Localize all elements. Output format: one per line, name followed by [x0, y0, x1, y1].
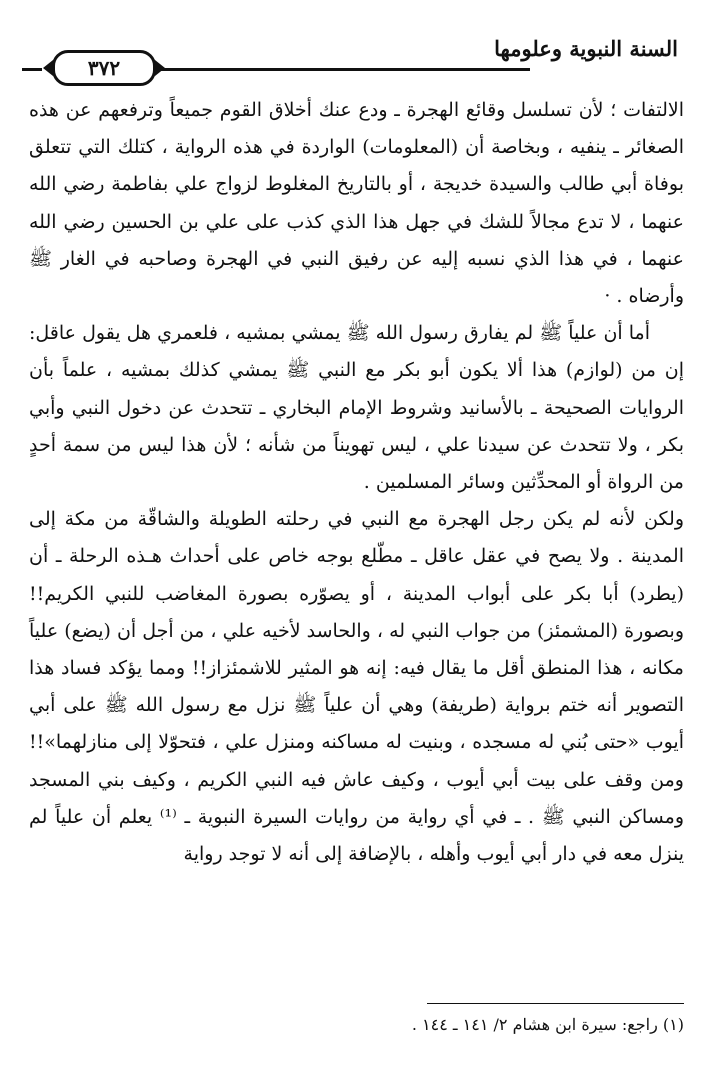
page-number-frame [52, 50, 156, 86]
header-rule-end [22, 68, 42, 71]
main-text [29, 92, 684, 873]
header-rule [160, 68, 530, 71]
footnote: (١) راجع: سيرة ابن هشام ٢/ ١٤١ ـ ١٤٤ . [411, 1015, 684, 1034]
page-header [20, 34, 680, 88]
paragraph: أما أن علياً ﷺ لم يفارق رسول الله ﷺ يمشي بمشيه ، فلعمري هل يقول عاقل: إن من (لوازم) هذا ألا يكون أبو بكر مع النبي ﷺ يمشي كذلك بمشيه ، علماً بأن الروايات الصحيحة ـ بالأسانيد وشروط الإمام البخاري ـ تتحدث عن دخول النبي وأبي بكر ، ولا تتحدث عن سيدنا علي ، ليس تهويناً من شأنه ؛ لأن هذا ليس من سمة أحدٍ من الرواة أو المحدِّثين وسائر المسلمين . [29, 322, 684, 494]
running-title: السنة النبوية وعلومها [494, 36, 678, 61]
paragraph: الالتفات ؛ لأن تسلسل وقائع الهجرة ـ ودع عنك أخلاق القوم جميعاً وترفعهم عن هذه الصغائر ـ ينفيه ، وبخاصة أن (المعلومات) الواردة في هذه الرواية ، كتلك التي تتعلق بوفاة أبي طالب والسيدة خديجة ، أو بالتاريخ المغلوط لزواج علي بفاطمة رضي الله عنهما ، لا تدع مجالاً للشك في جهل هذا الذي كذب على علي بن الحسين رضي الله عنهما ، في هذا الذي نسبه إليه عن رفيق النبي في الهجرة وصاحبه في الغار ﷺ وأرضاه . · [29, 99, 684, 308]
footnote-divider [427, 1003, 684, 1004]
page-number: ٣٧٢ [87, 56, 121, 80]
paragraph: ولكن لأنه لم يكن رجل الهجرة مع النبي في رحلته الطويلة والشاقّة من مكة إلى المدينة . ولا يصح في عقل عاقل ـ مطّلع بوجه خاص على أحداث هـذه الرحلة ـ أن (يطرد) أبا بكر على أبواب المدينة ، أو يصوّره بصورة المغاضب للنبي الكريم!! وبصورة (المشمئز) من جواب النبي له ، والحاسد لأخيه علي ، من أجل أن (يضع) علياً مكانه ، هذا المنطق أقل ما يقال فيه: إنه هو المثير للاشمئزاز!! ومما يؤكد فساد هذا التصوير أنه ختم برواية (طريفة) وهي أن علياً ﷺ نزل مع رسول الله ﷺ على أبي أيوب «حتى بُني له مسجده ، وبنيت له مساكنه ومنزل علي ، فتحوّلا إلى منازلهما»!! ومن وقف على بيت أبي أيوب ، وكيف عاش فيه النبي الكريم ، وكيف بني المسجد ومساكن النبي ﷺ . ـ في أي رواية من روايات السيرة النبوية ـ ⁽¹⁾ يعلم أن علياً لم ينزل معه في دار أبي أيوب وأهله ، بالإضافة إلى أنه لا توجد رواية [29, 508, 685, 866]
